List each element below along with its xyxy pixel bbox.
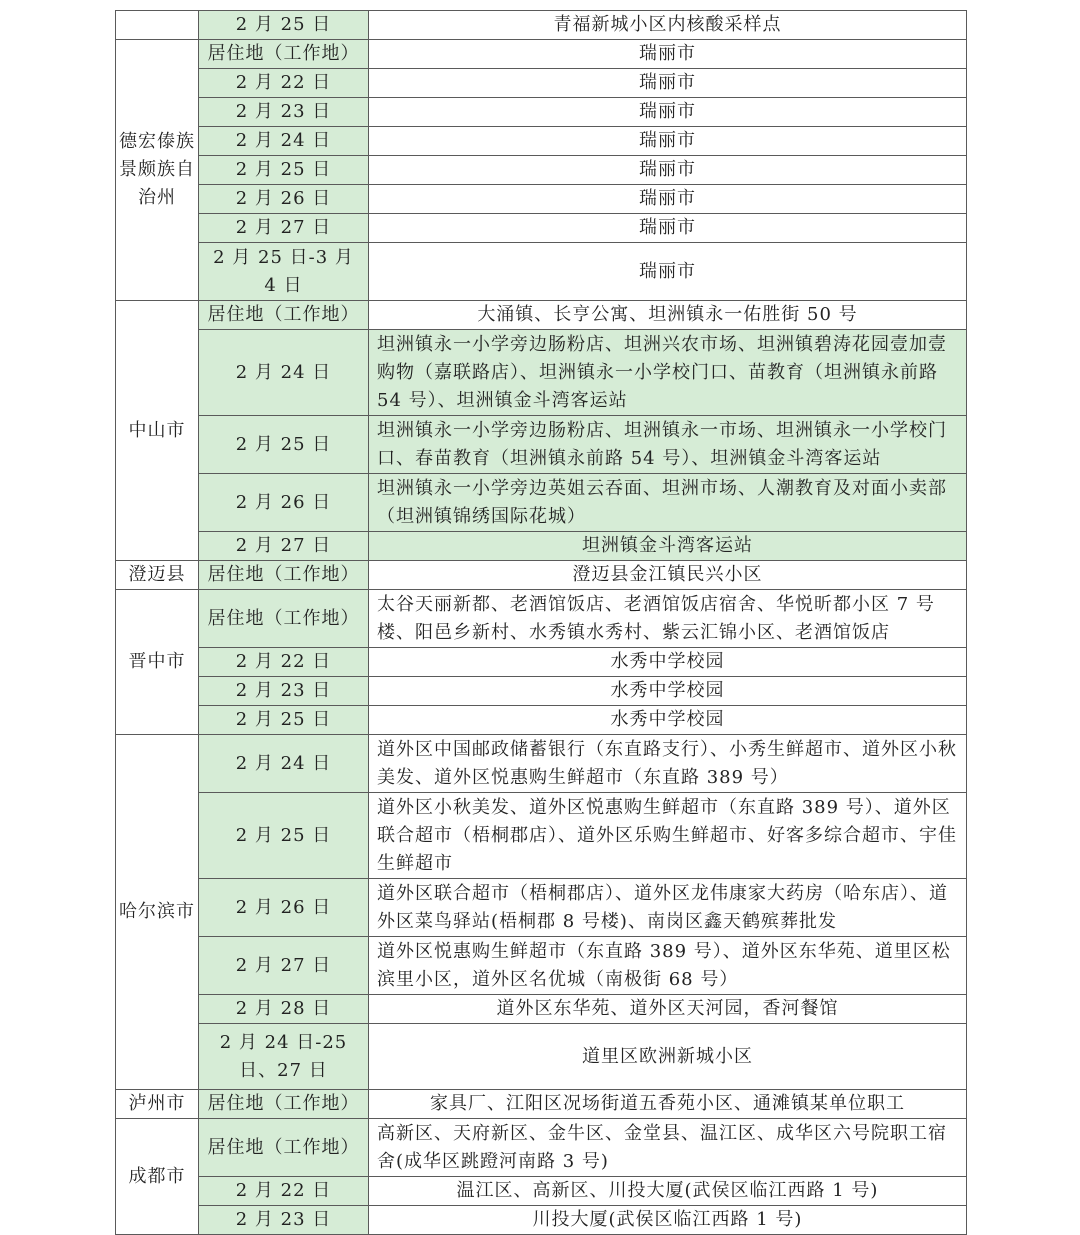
place-cell: 瑞丽市: [369, 69, 967, 98]
place-cell: 温江区、高新区、川投大厦(武侯区临江西路 1 号): [369, 1177, 967, 1206]
place-cell: 青福新城小区内核酸采样点: [369, 11, 967, 40]
date-cell: 2 月 23 日: [199, 1206, 369, 1235]
close-contact-locations-table: [115, 10, 967, 1235]
table-row: [116, 532, 967, 561]
date-cell: 2 月 22 日: [199, 648, 369, 677]
date-cell: 居住地（工作地）: [199, 1119, 369, 1177]
date-cell: 2 月 24 日-25 日、27 日: [199, 1024, 369, 1090]
place-cell: 道外区中国邮政储蓄银行（东直路支行）、小秀生鲜超市、道外区小秋美发、道外区悦惠购生鲜超市（东直路 389 号）: [369, 735, 967, 793]
table-row: [116, 590, 967, 648]
date-cell: 2 月 24 日: [199, 735, 369, 793]
table-row: [116, 1119, 967, 1177]
date-cell: 2 月 24 日: [199, 330, 369, 416]
region-cell: 德宏傣族景颇族自治州: [116, 40, 199, 301]
place-cell: 水秀中学校园: [369, 648, 967, 677]
place-cell: 家具厂、江阳区况场街道五香苑小区、通滩镇某单位职工: [369, 1090, 967, 1119]
table-body: [116, 11, 967, 1235]
date-cell: 2 月 26 日: [199, 185, 369, 214]
date-cell: 居住地（工作地）: [199, 301, 369, 330]
region-cell: 澄迈县: [116, 561, 199, 590]
table-row: [116, 995, 967, 1024]
date-cell: 2 月 27 日: [199, 214, 369, 243]
table-row: [116, 1206, 967, 1235]
table-row: [116, 706, 967, 735]
table-row: [116, 243, 967, 301]
table-row: [116, 1090, 967, 1119]
table-row: [116, 69, 967, 98]
table-row: [116, 11, 967, 40]
date-cell: 2 月 23 日: [199, 677, 369, 706]
place-cell: 瑞丽市: [369, 243, 967, 301]
table-row: [116, 474, 967, 532]
date-cell: 2 月 25 日: [199, 706, 369, 735]
place-cell: 道里区欧洲新城小区: [369, 1024, 967, 1090]
place-cell: 太谷天丽新都、老酒馆饭店、老酒馆饭店宿舍、华悦昕都小区 7 号楼、阳邑乡新村、水秀镇水秀村、紫云汇锦小区、老酒馆饭店: [369, 590, 967, 648]
region-cell: 泸州市: [116, 1090, 199, 1119]
table-row: [116, 214, 967, 243]
date-cell: 2 月 26 日: [199, 474, 369, 532]
region-cell: [116, 11, 199, 40]
date-cell: 2 月 28 日: [199, 995, 369, 1024]
place-cell: 大涌镇、长亨公寓、坦洲镇永一佑胜街 50 号: [369, 301, 967, 330]
region-cell: 晋中市: [116, 590, 199, 735]
date-cell: 2 月 22 日: [199, 1177, 369, 1206]
date-cell: 2 月 25 日: [199, 156, 369, 185]
date-cell: 居住地（工作地）: [199, 1090, 369, 1119]
place-cell: 瑞丽市: [369, 98, 967, 127]
date-cell: 居住地（工作地）: [199, 561, 369, 590]
region-cell: 成都市: [116, 1119, 199, 1235]
place-cell: 瑞丽市: [369, 214, 967, 243]
place-cell: 高新区、天府新区、金牛区、金堂县、温江区、成华区六号院职工宿舍(成华区跳蹬河南路 3 号): [369, 1119, 967, 1177]
region-cell: 中山市: [116, 301, 199, 561]
place-cell: 瑞丽市: [369, 185, 967, 214]
date-cell: 2 月 23 日: [199, 98, 369, 127]
table-row: [116, 879, 967, 937]
date-cell: 居住地（工作地）: [199, 590, 369, 648]
date-cell: 2 月 24 日: [199, 127, 369, 156]
table-row: [116, 185, 967, 214]
place-cell: 道外区悦惠购生鲜超市（东直路 389 号）、道外区东华苑、道里区松滨里小区，道外区名优城（南极街 68 号）: [369, 937, 967, 995]
date-cell: 2 月 25 日: [199, 11, 369, 40]
table-row: [116, 735, 967, 793]
table-row: [116, 156, 967, 185]
date-cell: 2 月 25 日-3 月 4 日: [199, 243, 369, 301]
table-row: [116, 98, 967, 127]
place-cell: 道外区小秋美发、道外区悦惠购生鲜超市（东直路 389 号）、道外区联合超市（梧桐郡店）、道外区乐购生鲜超市、好客多综合超市、宇佳生鲜超市: [369, 793, 967, 879]
table-row: [116, 1024, 967, 1090]
date-cell: 居住地（工作地）: [199, 40, 369, 69]
place-cell: 坦洲镇永一小学旁边英姐云吞面、坦洲市场、人潮教育及对面小卖部（坦洲镇锦绣国际花城）: [369, 474, 967, 532]
place-cell: 道外区东华苑、道外区天河园，香河餐馆: [369, 995, 967, 1024]
table-row: [116, 416, 967, 474]
place-cell: 川投大厦(武侯区临江西路 1 号): [369, 1206, 967, 1235]
table-row: [116, 1177, 967, 1206]
place-cell: 瑞丽市: [369, 156, 967, 185]
place-cell: 道外区联合超市（梧桐郡店）、道外区龙伟康家大药房（哈东店）、道外区菜鸟驿站(梧桐郡 8 号楼)、南岗区鑫天鹤殡葬批发: [369, 879, 967, 937]
table-row: [116, 561, 967, 590]
table-row: [116, 937, 967, 995]
table-row: [116, 793, 967, 879]
region-cell: 哈尔滨市: [116, 735, 199, 1090]
place-cell: 澄迈县金江镇民兴小区: [369, 561, 967, 590]
table-row: [116, 330, 967, 416]
date-cell: 2 月 25 日: [199, 416, 369, 474]
table-row: [116, 648, 967, 677]
place-cell: 坦洲镇金斗湾客运站: [369, 532, 967, 561]
place-cell: 坦洲镇永一小学旁边肠粉店、坦洲兴农市场、坦洲镇碧涛花园壹加壹购物（嘉联路店）、坦洲镇永一小学校门口、苗教育（坦洲镇永前路 54 号）、坦洲镇金斗湾客运站: [369, 330, 967, 416]
table-row: [116, 40, 967, 69]
table-row: [116, 301, 967, 330]
date-cell: 2 月 22 日: [199, 69, 369, 98]
place-cell: 水秀中学校园: [369, 706, 967, 735]
date-cell: 2 月 26 日: [199, 879, 369, 937]
place-cell: 瑞丽市: [369, 40, 967, 69]
place-cell: 坦洲镇永一小学旁边肠粉店、坦洲镇永一市场、坦洲镇永一小学校门口、春苗教育（坦洲镇永前路 54 号）、坦洲镇金斗湾客运站: [369, 416, 967, 474]
date-cell: 2 月 27 日: [199, 937, 369, 995]
table-row: [116, 127, 967, 156]
date-cell: 2 月 25 日: [199, 793, 369, 879]
table-row: [116, 677, 967, 706]
place-cell: 水秀中学校园: [369, 677, 967, 706]
place-cell: 瑞丽市: [369, 127, 967, 156]
date-cell: 2 月 27 日: [199, 532, 369, 561]
